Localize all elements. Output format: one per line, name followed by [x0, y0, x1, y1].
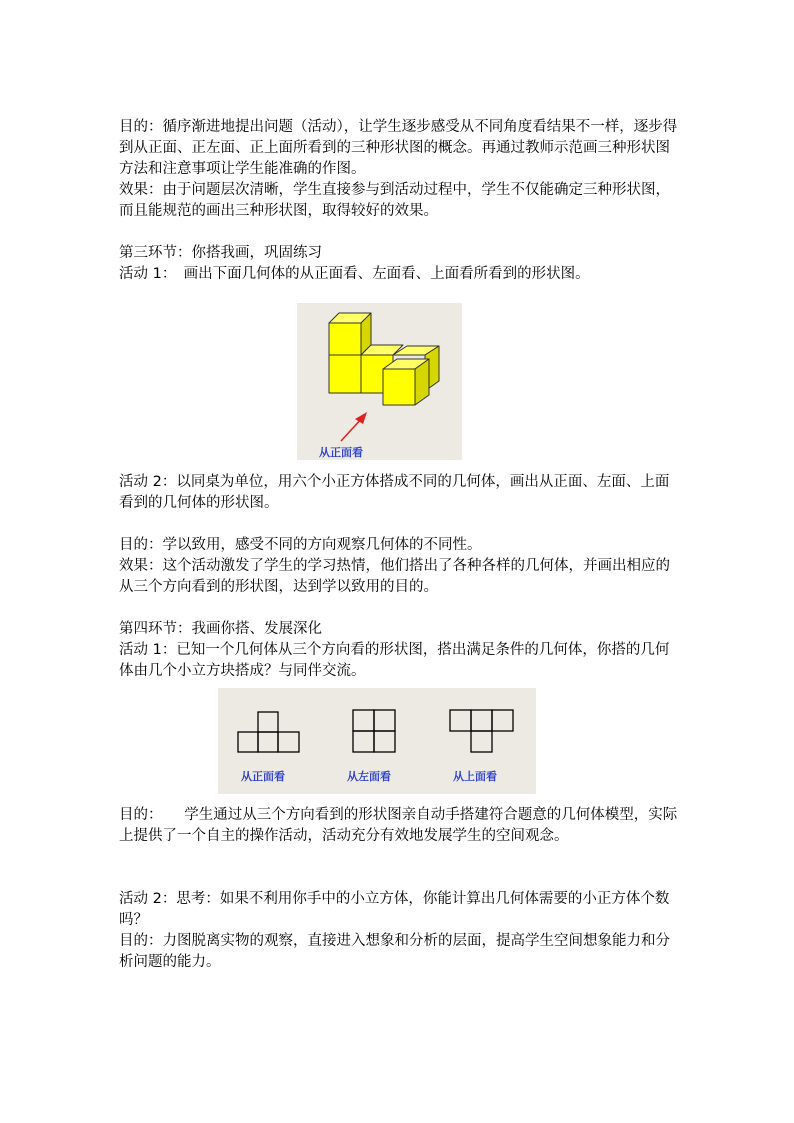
- arrow-label-front-view: 从正面看: [319, 446, 363, 459]
- section-heading-3: 第三环节：你搭我画，巩固练习: [119, 245, 322, 261]
- cube-stack-drawing: [297, 303, 462, 460]
- three-views-figure: [218, 688, 536, 794]
- label-left-view: 从左面看: [347, 770, 391, 783]
- paragraph-effect-1: 效果：由于问题层次清晰，学生直接参与到活动过程中，学生不仅能确定三种形状图，而且能规范的画出三种形状图，取得较好的效果。: [119, 182, 670, 219]
- label-top-view: 从上面看: [453, 770, 497, 783]
- paragraph-purpose-4: 目的：力图脱离实物的观察，直接进入想象和分析的层面，提高学生空间想象能力和分析问题的能力。: [119, 933, 670, 970]
- paragraph-activity-3-2: 活动 2：以同桌为单位，用六个小正方体搭成不同的几何体，画出从正面、左面、上面看到的几何体的形状图。: [119, 474, 670, 511]
- paragraph-purpose-2: 目的：学以致用，感受不同的方向观察几何体的不同性。: [119, 537, 482, 553]
- paragraph-activity-3-1: 活动 1： 画出下面几何体的从正面看、左面看、上面看所看到的形状图。: [119, 266, 590, 282]
- paragraph-purpose-1: 目的：循序渐进地提出问题（活动），让学生逐步感受从不同角度看结果不一样，逐步得到从正面、正左面、正上面所看到的三种形状图的概念。再通过教师示范画三种形状图方法和注意事项让学生能准确的作图。: [119, 119, 678, 177]
- label-front-view: 从正面看: [241, 770, 285, 783]
- paragraph-activity-4-1: 活动 1：已知一个几何体从三个方向看的形状图，搭出满足条件的几何体，你搭的几何体由几个小立方块搭成？与同伴交流。: [119, 642, 670, 679]
- cube-figure: [297, 303, 462, 460]
- section-heading-4: 第四环节：我画你搭、发展深化: [119, 621, 322, 637]
- paragraph-effect-2: 效果：这个活动激发了学生的学习热情，他们搭出了各种各样的几何体，并画出相应的从三个方向看到的形状图，达到学以致用的目的。: [119, 558, 670, 595]
- paragraph-activity-4-2: 活动 2：思考：如果不利用你手中的小立方体，你能计算出几何体需要的小正方体个数吗？: [119, 891, 670, 928]
- paragraph-purpose-3: 目的： 学生通过从三个方向看到的形状图亲自动手搭建符合题意的几何体模型，实际上提供了一个自主的操作活动，活动充分有效地发展学生的空间观念。: [119, 807, 678, 844]
